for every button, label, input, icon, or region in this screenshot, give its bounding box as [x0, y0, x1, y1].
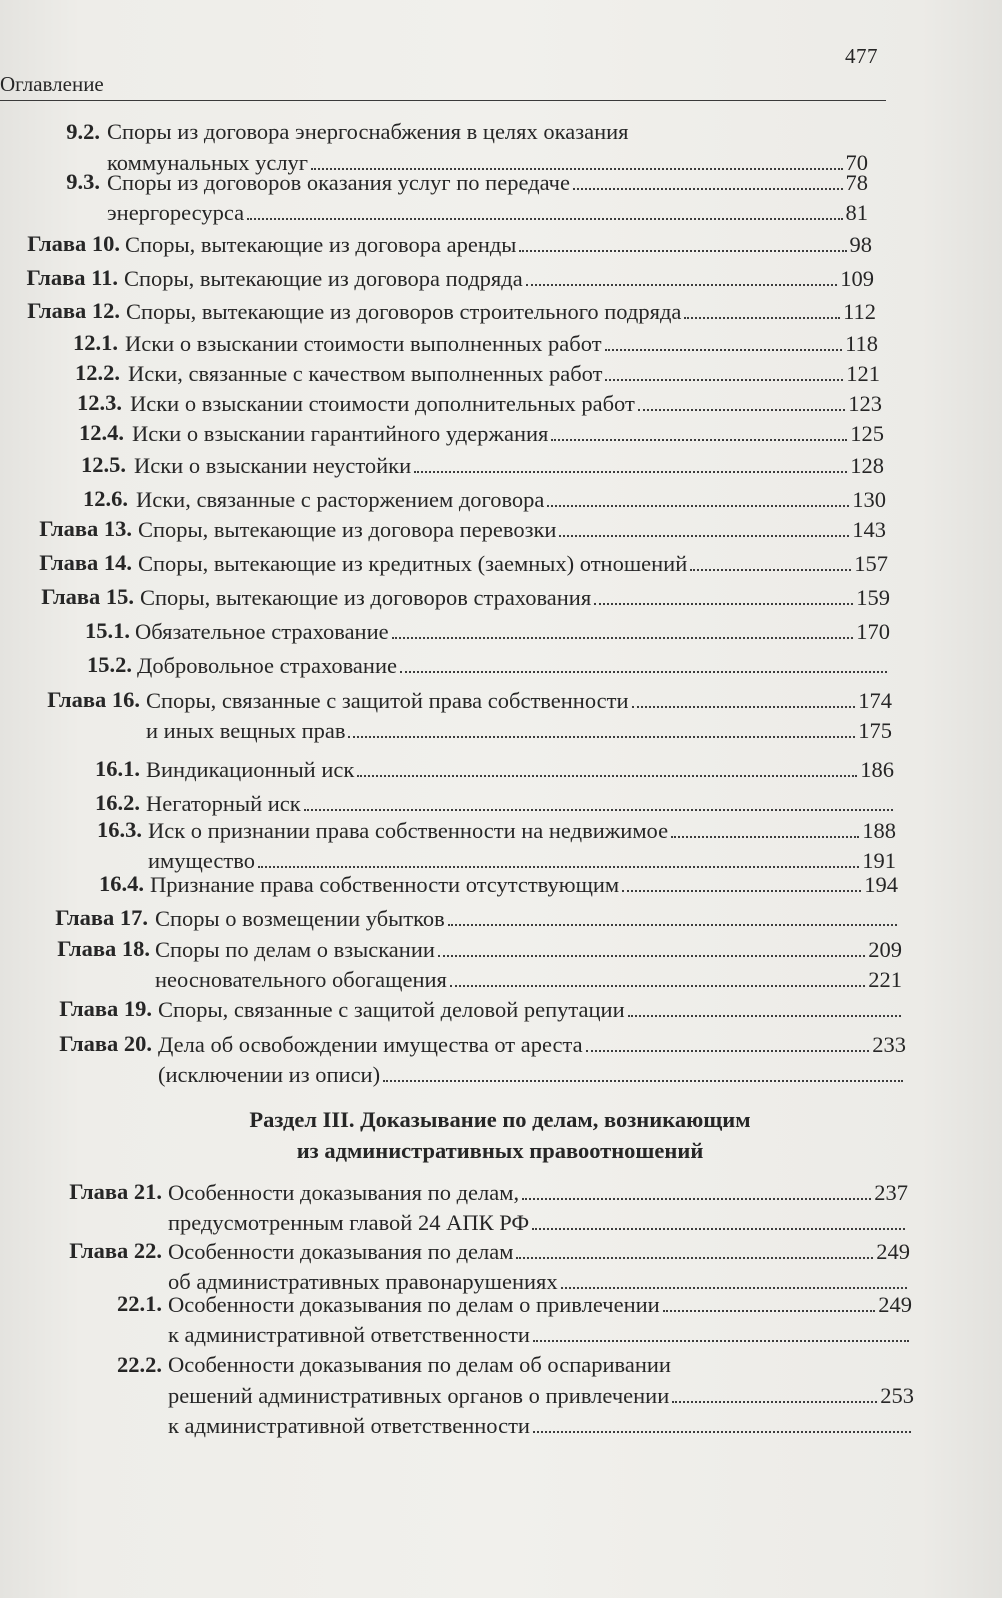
toc-entry-title: Иски о взыскании гарантийного удержания [132, 421, 549, 446]
toc-page-number: 188 [862, 818, 896, 843]
toc-entry-title: Иск о признании права собственности на недвижимое [148, 818, 669, 843]
toc-page-number: 109 [840, 266, 874, 291]
toc-page-number: 121 [846, 361, 880, 386]
toc-entry-line [155, 935, 902, 963]
toc-entry-title: Споры, вытекающие из договора подряда [124, 266, 523, 291]
toc-entry-line [107, 168, 868, 196]
page-number: 477 [845, 44, 878, 68]
toc-entry-line [124, 264, 874, 292]
toc-entry-body [107, 168, 868, 228]
dot-leader [622, 870, 861, 892]
toc-page-number: 249 [878, 1292, 912, 1317]
toc-page-number: 123 [848, 391, 882, 416]
toc-entry-body [150, 870, 898, 900]
toc-entry-title: коммунальных услуг [107, 150, 309, 175]
dot-leader [516, 1237, 873, 1259]
toc-entry-body [168, 1351, 914, 1441]
toc-entry-title: Споры, вытекающие из договоров строительного подряда [126, 299, 682, 324]
toc-entry-number: 12.5. [81, 452, 126, 477]
toc-entry-line [158, 1060, 906, 1088]
toc-entry-number: Глава 19. [59, 996, 152, 1021]
toc-entry-number: 9.3. [66, 169, 100, 194]
toc-page-number: 98 [849, 232, 872, 257]
toc-entry-body [155, 904, 900, 934]
toc-entry-line [146, 789, 896, 817]
toc-entry-title: об административных правонарушениях [168, 1269, 558, 1294]
toc-entry-number: 22.2. [117, 1352, 162, 1377]
toc-page-number: 157 [854, 551, 888, 576]
toc-entry-line [155, 965, 902, 993]
toc-entry-title: Споры, вытекающие из кредитных (заемных) отношений [138, 551, 688, 576]
dot-leader [573, 168, 843, 190]
toc-entry-body [137, 651, 890, 681]
dot-leader [561, 1267, 907, 1289]
toc-page-number: 78 [845, 170, 868, 195]
toc-entry [0, 230, 872, 266]
toc-entry-line [130, 389, 882, 417]
toc-entry-title: Споры о возмещении убытков [155, 906, 445, 931]
toc-entry-body [158, 1030, 906, 1090]
toc-page-number: 125 [850, 421, 884, 446]
toc-entry-title: предусмотренным главой 24 АПК РФ [168, 1210, 530, 1235]
toc-entry-number: 15.1. [85, 618, 130, 643]
toc-entry-title: Споры, связанные с защитой права собственности [146, 688, 629, 713]
toc-entry-title: Особенности доказывания по делам о привлечении [168, 1292, 660, 1317]
toc-entry-line [168, 1208, 908, 1236]
toc-entry-title: к административной ответственности [168, 1413, 530, 1438]
toc-page-number: 143 [852, 517, 886, 542]
dot-leader [357, 755, 857, 777]
toc-entry-title: Споры, вытекающие из договоров страхования [140, 585, 592, 610]
toc-entry-body [130, 389, 882, 419]
toc-entry-title: неосновательного обогащения [155, 967, 447, 992]
toc-page-number: 237 [874, 1180, 908, 1205]
toc-entry-body [128, 359, 880, 389]
dot-leader [628, 995, 901, 1017]
toc-entry-body [146, 789, 896, 819]
toc-entry-number: 16.3. [97, 817, 142, 842]
toc-entry-line [168, 1351, 914, 1379]
toc-entry-number: 16.4. [99, 871, 144, 896]
toc-entry [0, 1351, 914, 1447]
toc-entry-body [168, 1237, 910, 1297]
toc-entry-title: Иски, связанные с качеством выполненных работ [128, 361, 603, 386]
toc-entry-body [126, 297, 876, 327]
toc-entry-line [155, 904, 900, 932]
toc-entry-body [168, 1178, 908, 1238]
dot-leader [547, 485, 849, 507]
toc-entry-line [146, 686, 892, 714]
dot-leader [414, 451, 847, 473]
toc-entry-number: Глава 22. [69, 1238, 162, 1263]
toc-page-number: 118 [845, 331, 878, 356]
toc-page-number: 174 [858, 688, 892, 713]
toc-page-number: 159 [856, 585, 890, 610]
dot-leader [684, 297, 840, 319]
toc-entry-number: Глава 16. [47, 687, 140, 712]
toc-entry [0, 515, 886, 551]
dot-leader [533, 1411, 911, 1433]
toc-entry-number: 12.3. [77, 390, 122, 415]
toc-entry [0, 755, 894, 791]
toc-entry-title: Дела об освобождении имущества от ареста [158, 1032, 583, 1057]
toc-page-number: 128 [850, 453, 884, 478]
toc-entry-number: 16.1. [95, 756, 140, 781]
toc-entry-line [168, 1320, 912, 1348]
toc-entry-number: 12.2. [75, 360, 120, 385]
toc-page-number: 175 [858, 718, 892, 743]
toc-page-number: 186 [860, 757, 894, 782]
toc-entry-title: имущество [148, 848, 255, 873]
toc-entry [0, 168, 868, 234]
toc-entry-title: решений административных органов о привлечении [168, 1383, 670, 1408]
dot-leader [304, 789, 893, 811]
dot-leader [632, 686, 856, 708]
dot-leader [605, 329, 843, 351]
toc-entry-line [137, 651, 890, 679]
toc-entry-line [138, 549, 888, 577]
toc-entry-number: Глава 20. [59, 1031, 152, 1056]
toc-entry-line [135, 617, 890, 645]
toc-entry-body [155, 935, 902, 995]
toc-entry-number: Глава 12. [27, 298, 120, 323]
toc-entry-line [125, 230, 872, 258]
toc-page-number: 209 [868, 937, 902, 962]
toc-page-number: 233 [872, 1032, 906, 1057]
dot-leader [672, 1381, 877, 1403]
dot-leader [400, 651, 887, 673]
toc-entry-line [125, 329, 878, 357]
toc-entry-line [168, 1411, 914, 1439]
toc-entry [0, 264, 874, 300]
toc-entry [0, 1178, 908, 1244]
dot-leader [448, 904, 897, 926]
toc-entry-number: 12.6. [83, 486, 128, 511]
toc-entry [0, 549, 888, 585]
toc-entry-number: Глава 11. [26, 265, 118, 290]
toc-entry-body [135, 617, 890, 647]
toc-page-number: 191 [862, 848, 896, 873]
toc-entry-line [168, 1290, 912, 1318]
toc-entry-line [150, 870, 898, 898]
dot-leader [594, 583, 853, 605]
toc-entry-line [158, 995, 904, 1023]
toc-entry-body [146, 755, 894, 785]
toc-page-number: 70 [845, 150, 868, 175]
toc-entry-title: энергоресурса [107, 200, 245, 225]
toc-entry-title: (исключении из описи) [158, 1062, 381, 1087]
toc-entry-title: Особенности доказывания по делам, [168, 1180, 520, 1205]
toc-entry [0, 419, 884, 455]
dot-leader [526, 264, 838, 286]
toc-entry [0, 651, 890, 687]
toc-entry-body [134, 451, 884, 481]
toc-entry-line [168, 1381, 914, 1409]
toc-entry-number: Глава 18. [57, 936, 150, 961]
toc-entry [0, 686, 892, 752]
toc-entry-body [125, 230, 872, 260]
toc-page-number: 81 [845, 200, 868, 225]
dot-leader [533, 1320, 909, 1342]
toc-entry-body [124, 264, 874, 294]
toc-entry-line [158, 1030, 906, 1058]
toc-entry-line [146, 755, 894, 783]
toc-entry-number: Глава 13. [39, 516, 132, 541]
toc-entry-line [168, 1237, 910, 1265]
toc-entry [0, 935, 902, 1001]
toc-entry-line [107, 198, 868, 226]
toc-entry-body [158, 995, 904, 1025]
dot-leader [671, 816, 859, 838]
toc-entry [0, 1030, 906, 1096]
toc-entry-title: Иски, связанные с расторжением договора [136, 487, 545, 512]
toc-entry-title: Иски о взыскании стоимости дополнительных работ [130, 391, 635, 416]
toc-entry-line [148, 816, 896, 844]
toc-entry [0, 995, 904, 1031]
dot-leader [519, 230, 846, 252]
toc-page-number: 112 [843, 299, 876, 324]
toc-entry-title: и иных вещных прав [146, 718, 346, 743]
dot-leader [392, 617, 854, 639]
dot-leader [348, 716, 855, 738]
dot-leader [383, 1060, 903, 1082]
toc-entry-body [168, 1290, 912, 1350]
running-head: Оглавление [0, 72, 104, 96]
dot-leader [586, 1030, 870, 1052]
toc-entry-body [136, 485, 886, 515]
toc-entry-body [138, 515, 886, 545]
toc-entry-title: Особенности доказывания по делам об оспаривании [168, 1352, 671, 1377]
toc-entry-title: Добровольное страхование [137, 653, 397, 678]
toc-entry [0, 1290, 912, 1356]
dot-leader [690, 549, 851, 571]
toc-page-number: 249 [876, 1239, 910, 1264]
toc-entry-body [140, 583, 890, 613]
toc-entry-body [138, 549, 888, 579]
toc-page-number: 130 [852, 487, 886, 512]
toc-page-number: 170 [856, 619, 890, 644]
toc-page-number: 253 [880, 1383, 914, 1408]
dot-leader [532, 1208, 905, 1230]
toc-entry-title: Споры, связанные с защитой деловой репутации [158, 997, 625, 1022]
toc-entry-number: Глава 21. [69, 1179, 162, 1204]
toc-entry-number: Глава 17. [55, 905, 148, 930]
toc-entry-title: Споры по делам о взыскании [155, 937, 435, 962]
toc-entry-title: Споры из договора энергоснабжения в целях оказания [107, 119, 629, 144]
toc-entry-title: Обязательное страхование [135, 619, 389, 644]
toc-entry-body [146, 686, 892, 746]
dot-leader [605, 359, 843, 381]
section-heading [140, 1104, 860, 1166]
dot-leader [247, 198, 842, 220]
toc-entry-line [134, 451, 884, 479]
toc-entry-number: 12.4. [79, 420, 124, 445]
toc-entry-line [126, 297, 876, 325]
toc-entry-line [128, 359, 880, 387]
header-rule [0, 100, 886, 101]
toc-entry-number: 15.2. [87, 652, 132, 677]
toc-entry-title: Особенности доказывания по делам [168, 1239, 514, 1264]
toc-entry-title: Негаторный иск [146, 791, 301, 816]
toc-entry-title: Споры из договоров оказания услуг по передаче [107, 170, 570, 195]
toc-entry-title: Виндикационный иск [146, 757, 355, 782]
dot-leader [450, 965, 865, 987]
toc-entry [0, 617, 890, 653]
toc-entry-number: Глава 14. [39, 550, 132, 575]
dot-leader [663, 1290, 876, 1312]
toc-entry-line [140, 583, 890, 611]
dot-leader [438, 935, 865, 957]
toc-entry-title: к административной ответственности [168, 1322, 530, 1347]
toc-entry-number: 16.2. [95, 790, 140, 815]
toc-entry-number: 22.1. [117, 1291, 162, 1316]
toc-entry-body [148, 816, 896, 876]
dot-leader [311, 148, 842, 170]
toc-entry-number: Глава 10. [27, 231, 120, 256]
toc-entry-line [168, 1178, 908, 1206]
section-title-line-1: Раздел III. Доказывание по делам, возникающим [249, 1107, 751, 1132]
toc-entry [0, 870, 898, 906]
dot-leader [551, 419, 847, 441]
toc-entry-number: 12.1. [73, 330, 118, 355]
toc-page-number: 221 [868, 967, 902, 992]
toc-entry-title: Иски о взыскании стоимости выполненных работ [125, 331, 602, 356]
toc-page-number: 194 [864, 872, 898, 897]
toc-entry [0, 451, 884, 487]
toc-entry-line [146, 716, 892, 744]
toc-entry-title: Иски о взыскании неустойки [134, 453, 412, 478]
toc-entry-title: Споры, вытекающие из договора аренды [125, 232, 517, 257]
toc-entry-title: Споры, вытекающие из договора перевозки [138, 517, 557, 542]
section-title-line-2: из административных правоотношений [296, 1138, 704, 1163]
dot-leader [638, 389, 845, 411]
toc-entry-title: Признание права собственности отсутствующим [150, 872, 620, 897]
dot-leader [522, 1178, 871, 1200]
toc-entry-body [125, 329, 878, 359]
toc-entry-line [132, 419, 884, 447]
dot-leader [559, 515, 849, 537]
dot-leader [258, 846, 859, 868]
toc-entry-line [136, 485, 886, 513]
toc-entry-line [107, 118, 868, 146]
toc-entry-number: Глава 15. [41, 584, 134, 609]
toc-entry [0, 583, 890, 619]
toc-entry [0, 297, 876, 333]
toc-entry-line [138, 515, 886, 543]
toc-entry-number: 9.2. [66, 119, 100, 144]
toc-entry-body [132, 419, 884, 449]
